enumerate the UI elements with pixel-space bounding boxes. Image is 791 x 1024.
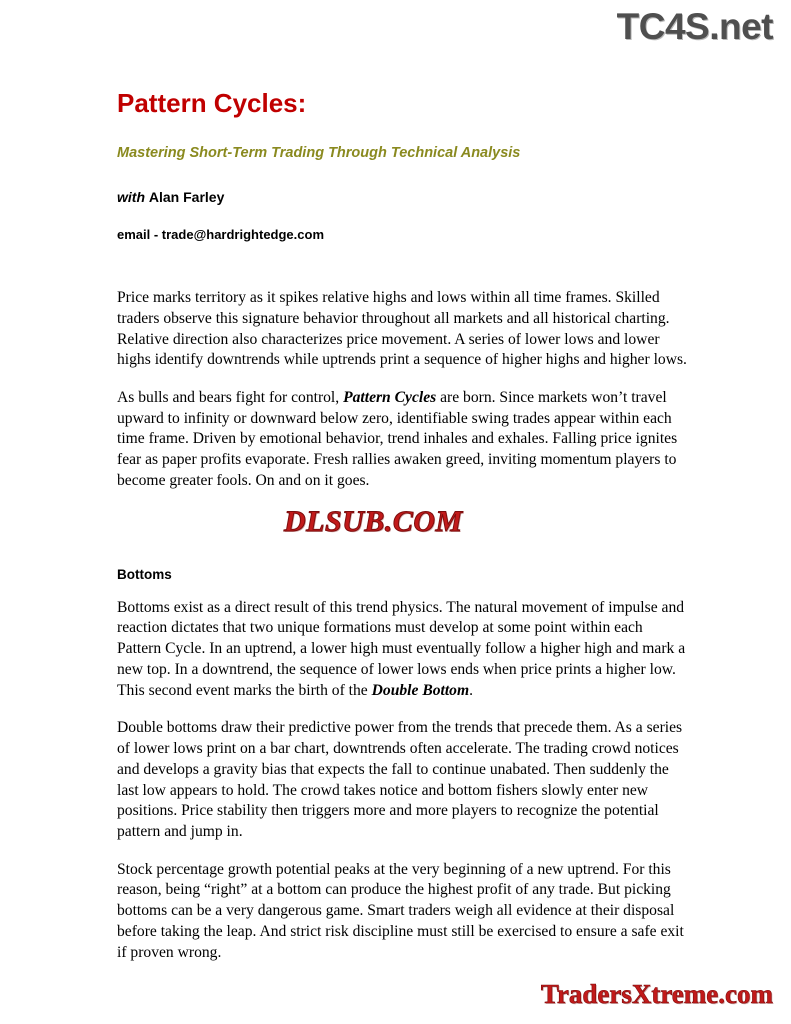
- paragraph-2-before: As bulls and bears fight for control,: [117, 388, 344, 406]
- paragraph-1: Price marks territory as it spikes relative highs and lows within all time frames. Skilled traders observe this signature behavior throughout all markets and all historical charting. Relative direction also characterizes price movement. A series of lower lows and lower highs identify downtrends while uptrends print a sequence of higher highs and higher lows.: [117, 289, 687, 369]
- paragraph-2-after: are born. Since markets won’t travel upward to infinity or downward below zero, identifiable swing trades appear within each time frame. Driven by emotional behavior, trend inhales and exhales. Falling price ignites fear as paper profits evaporate. Fresh rallies awaken greed, inviting momentum players to become greater fools. On and on it goes.: [117, 388, 678, 489]
- section-paragraph-1-after: .: [469, 681, 474, 699]
- byline: [117, 189, 687, 205]
- top-right-watermark: TC4S.net: [616, 6, 773, 47]
- paragraph-2-emphasis: Pattern Cycles: [343, 388, 437, 406]
- author-name: Alan Farley: [148, 189, 225, 206]
- byline-prefix: with: [117, 189, 145, 206]
- section-paragraph-1-before: Bottoms exist as a direct result of this trend physics. The natural movement of impulse and reaction dictates that two unique formations must develop at some point within each Pattern Cycle. In an uptrend, a lower high must eventually follow a higher high and mark a new top. In a downtrend, the sequence of lower lows ends when price prints a higher low. This second event marks the birth of the: [117, 598, 686, 699]
- middle-watermark-area: [117, 504, 687, 553]
- section-paragraph-2: Double bottoms draw their predictive power from the trends that precede them. As a series of lower lows print on a bar chart, downtrends often accelerate. The trading crowd notices and develops a gravity bias that expects the fall to continue unabated. Then suddenly the last low appears to hold. The crowd takes notice and bottom fishers slowly enter new positions. Price stability then triggers more and more players to recognize the potential pattern and jump in.: [117, 719, 683, 840]
- document-content: [117, 88, 687, 980]
- bottom-right-watermark: TradersXtreme.com: [540, 979, 773, 1009]
- paragraph-2: [117, 388, 687, 492]
- middle-watermark: DLSUB.COM: [284, 504, 463, 538]
- section-paragraph-3: Stock percentage growth potential peaks at the very beginning of a new uptrend. For this reason, being “right” at a bottom can produce the highest profit of any trade. But picking bottoms can be a very dangerous game. Smart traders weigh all evidence at their disposal before taking the leap. And strict risk discipline must still be exercised to ensure a safe exit if proven wrong.: [117, 860, 684, 961]
- section-paragraph-1-emphasis: Double Bottom: [371, 681, 470, 699]
- section-heading-bottoms: Bottoms: [117, 566, 172, 582]
- author-email: email - trade@hardrightedge.com: [117, 227, 324, 243]
- intro-paragraphs: [117, 288, 687, 492]
- document-subtitle: Mastering Short-Term Trading Through Technical Analysis: [117, 145, 521, 162]
- page-title: Pattern Cycles:: [117, 88, 307, 118]
- section-paragraph-1: [117, 598, 687, 702]
